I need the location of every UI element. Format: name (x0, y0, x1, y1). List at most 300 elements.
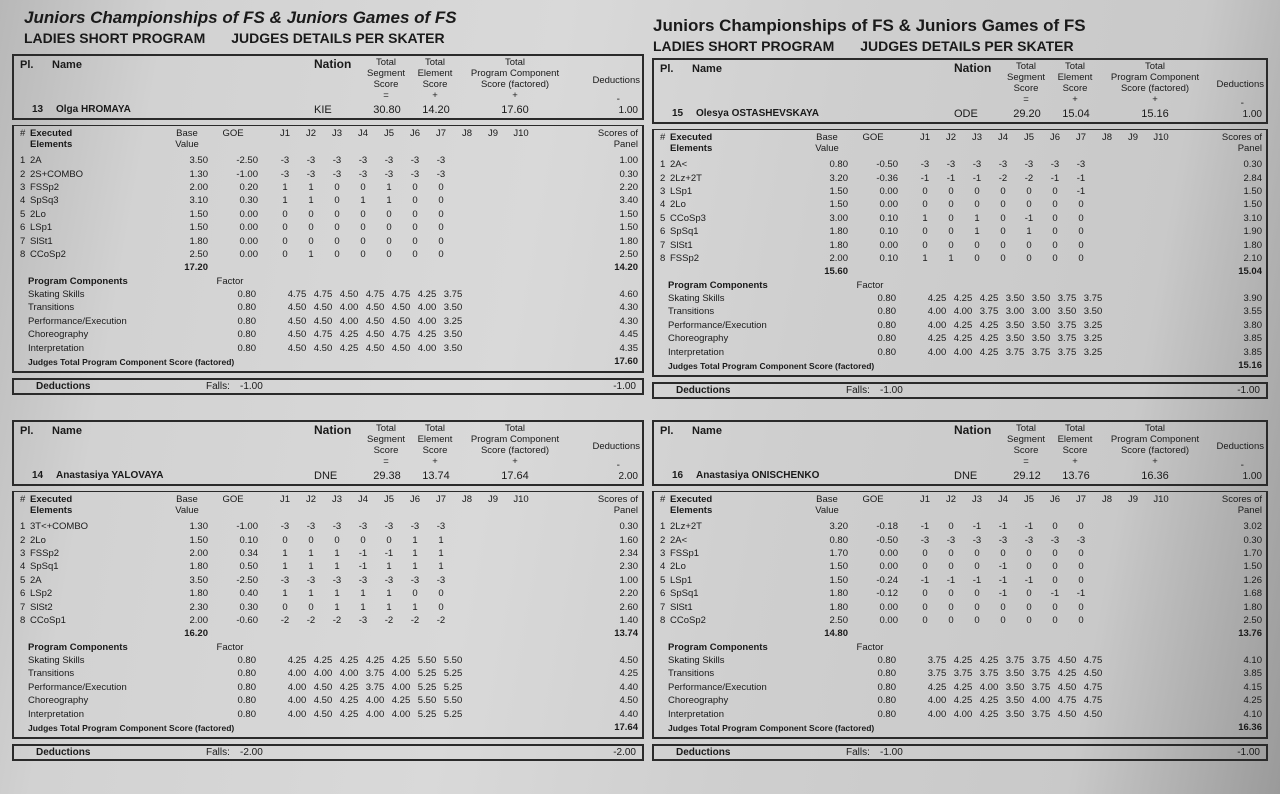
judge-component-mark: 4.25 (979, 708, 999, 720)
judge-goe: 0 (334, 248, 340, 260)
judge-goe: -3 (436, 155, 446, 167)
judge-goe: 0 (334, 208, 340, 220)
component-name: Interpretation (28, 342, 84, 354)
element-code: 2A (30, 155, 42, 167)
label-line: Score (factored) (1120, 445, 1190, 456)
element-base-value: 1.50 (189, 534, 208, 546)
skater-nation: ODE (954, 108, 978, 120)
judge-component-mark: 4.25 (339, 655, 359, 667)
component-panel-score: 4.25 (1243, 695, 1262, 707)
element-goe: 0.50 (239, 561, 258, 573)
judge-component-mark: 4.00 (391, 708, 411, 720)
skater-nation: DNE (314, 470, 338, 482)
component-row (20, 667, 638, 680)
judge-goe: -3 (920, 159, 930, 171)
element-number: 2 (660, 534, 666, 546)
label-line: Score (factored) (1120, 83, 1190, 94)
element-code: FSSp1 (670, 547, 700, 559)
component-factor: 0.80 (877, 346, 896, 358)
skater-panel (652, 58, 1268, 399)
judge-component-mark: 4.25 (287, 655, 307, 667)
judge-goe: 0 (412, 588, 418, 600)
judge-component-mark: 4.00 (287, 681, 307, 693)
component-name: Interpretation (28, 708, 84, 720)
judge-component-mark: 3.75 (365, 668, 385, 680)
elements-total-row (660, 627, 1262, 640)
scores-of-panel-header (588, 494, 638, 516)
judge-goe: 1 (308, 588, 314, 600)
deductions-total: -1.00 (613, 381, 636, 393)
component-factor: 0.80 (877, 695, 896, 707)
component-name: Performance/Execution (28, 681, 127, 693)
element-goe: 0.30 (239, 195, 258, 207)
program-components-label: Program Components (28, 275, 128, 287)
judge-header: J4 (997, 494, 1009, 505)
judge-component-mark: 4.25 (927, 333, 947, 345)
judge-component-mark: 3.75 (1083, 293, 1103, 305)
judge-header: J8 (1101, 494, 1113, 505)
element-panel-score: 3.02 (1243, 521, 1262, 533)
name-label: Name (692, 63, 722, 75)
judge-component-mark: 4.25 (979, 293, 999, 305)
component-factor: 0.80 (237, 289, 256, 301)
total-deductions: 2.00 (618, 471, 638, 482)
element-goe: 0.00 (879, 561, 898, 573)
judge-header: J6 (409, 128, 421, 139)
deductions-label: Deductions (676, 747, 731, 759)
element-number: 6 (660, 226, 666, 238)
judge-header: J5 (1023, 494, 1035, 505)
element-code: CCoSp2 (30, 248, 66, 260)
element-number: 3 (20, 181, 26, 193)
judge-component-mark: 4.00 (365, 708, 385, 720)
label-line: + (432, 456, 438, 467)
judge-goe: 0 (438, 235, 444, 247)
element-goe: -0.18 (876, 521, 898, 533)
component-row (660, 305, 1262, 318)
element-row (20, 181, 638, 194)
element-row (20, 154, 638, 167)
falls-value: -1.00 (240, 381, 263, 393)
total-program-component-score-label (1100, 61, 1210, 105)
judge-component-mark: 3.50 (1005, 681, 1025, 693)
element-row (660, 198, 1262, 211)
judge-component-mark: 4.50 (287, 302, 307, 314)
judge-goe: -3 (358, 614, 368, 626)
judge-component-mark: 4.50 (1057, 655, 1077, 667)
judges-total-pcs-value: 16.36 (1238, 722, 1262, 734)
judge-goe: 1 (308, 561, 314, 573)
skater-name: Olesya OSTASHEVSKAYA (696, 108, 820, 119)
label-line: Elements (30, 139, 73, 150)
judge-goe: 0 (1078, 601, 1084, 613)
judges-total-pcs-value: 17.64 (614, 722, 638, 734)
judge-goe: -1 (972, 574, 982, 586)
label-line: Score (373, 445, 399, 456)
label-line: Value (815, 505, 839, 516)
element-panel-score: 1.80 (1243, 239, 1262, 251)
judge-goe: 0 (1000, 252, 1006, 264)
judge-component-mark: 4.50 (1083, 668, 1103, 680)
document-header-right (653, 16, 1086, 54)
element-panel-score: 1.80 (619, 235, 638, 247)
judge-goe: 0 (1052, 212, 1058, 224)
judge-goe: 1 (308, 181, 314, 193)
judge-component-mark: 4.50 (365, 329, 385, 341)
judge-goe: 0 (1078, 199, 1084, 211)
judge-goe: 0 (438, 195, 444, 207)
judge-goe: -2 (306, 614, 316, 626)
element-code: SpSq1 (670, 588, 699, 600)
judge-goe: 0 (360, 235, 366, 247)
judge-goe: -3 (1024, 159, 1034, 171)
judge-header: J2 (305, 128, 317, 139)
judge-goe: 1 (360, 601, 366, 613)
judge-component-mark: 3.50 (1005, 668, 1025, 680)
judge-component-mark: 4.50 (339, 289, 359, 301)
element-number: 4 (660, 199, 666, 211)
total-element-score-label (412, 423, 458, 467)
falls-label: Falls: (206, 381, 230, 393)
judge-header: J8 (1101, 132, 1113, 143)
judge-goe: 0 (334, 195, 340, 207)
element-code: 2Lo (670, 199, 686, 211)
elements-header-row (660, 132, 1262, 158)
judge-goe: 1 (438, 534, 444, 546)
judge-component-mark: 3.25 (1083, 346, 1103, 358)
judge-component-mark: 5.25 (417, 681, 437, 693)
component-panel-score: 4.40 (619, 708, 638, 720)
element-row (660, 614, 1262, 627)
judge-component-mark: 4.50 (391, 315, 411, 327)
judge-goe: -1 (358, 547, 368, 559)
judge-goe: -3 (1076, 159, 1086, 171)
judge-goe: -3 (946, 534, 956, 546)
falls-value: -1.00 (880, 747, 903, 759)
judge-goe: -2 (280, 614, 290, 626)
judge-component-mark: 4.25 (953, 681, 973, 693)
judge-header: J1 (919, 132, 931, 143)
label-line: Segment (1006, 72, 1046, 83)
judge-header: J9 (1127, 132, 1139, 143)
judge-goe: -3 (280, 521, 290, 533)
judge-goe: 0 (1078, 574, 1084, 586)
label-line: Scores of (1221, 132, 1262, 143)
judge-goe: -3 (358, 574, 368, 586)
label-line: Panel (613, 139, 638, 150)
judge-goe: 0 (1078, 252, 1084, 264)
judge-component-mark: 5.50 (443, 695, 463, 707)
judge-component-mark: 5.25 (443, 668, 463, 680)
judge-goe: 0 (386, 534, 392, 546)
element-panel-score: 1.50 (1243, 561, 1262, 573)
component-name: Interpretation (668, 346, 724, 358)
element-number: 5 (20, 208, 26, 220)
judge-goe: 0 (1026, 199, 1032, 211)
judge-goe: 0 (948, 239, 954, 251)
element-base-value: 3.00 (829, 212, 848, 224)
nation-label: Nation (954, 61, 992, 75)
judge-goe: 0 (1000, 547, 1006, 559)
element-panel-score: 1.40 (619, 614, 638, 626)
label-line: Panel (613, 505, 638, 516)
judge-component-mark: 4.25 (979, 319, 999, 331)
judge-component-mark: 4.25 (979, 346, 999, 358)
component-factor: 0.80 (237, 708, 256, 720)
element-code: LSp1 (670, 574, 693, 586)
judge-goe: -3 (280, 155, 290, 167)
element-code: 2A< (670, 159, 688, 171)
element-code: SlSt1 (30, 235, 53, 247)
judge-component-mark: 4.75 (1057, 695, 1077, 707)
judge-component-mark: 3.75 (979, 668, 999, 680)
component-row (20, 341, 638, 354)
judge-goe: 0 (438, 181, 444, 193)
deductions-label: Deductions (1216, 441, 1264, 452)
number-header: # (20, 494, 26, 505)
component-row (660, 345, 1262, 358)
judge-goe: -1 (384, 547, 394, 559)
judge-goe: -3 (280, 168, 290, 180)
executed-elements-header (670, 132, 806, 154)
component-row (660, 681, 1262, 694)
scores-of-panel-header (1212, 132, 1262, 154)
judge-header: J6 (1049, 132, 1061, 143)
element-goe: 0.00 (879, 601, 898, 613)
element-panel-score: 2.60 (619, 601, 638, 613)
element-goe: 0.00 (879, 547, 898, 559)
component-factor: 0.80 (877, 668, 896, 680)
factor-label: Factor (216, 275, 244, 287)
judge-goe: 0 (412, 195, 418, 207)
label-line: Total (424, 57, 446, 68)
judge-component-mark: 3.75 (443, 289, 463, 301)
component-factor: 0.80 (237, 315, 256, 327)
judge-component-mark: 3.75 (1031, 681, 1051, 693)
element-code: 2Lo (30, 534, 46, 546)
element-base-value: 2.30 (189, 601, 208, 613)
judge-header: J8 (461, 128, 473, 139)
component-row (20, 707, 638, 720)
deductions-row (652, 382, 1268, 399)
judge-component-mark: 4.00 (927, 695, 947, 707)
element-number: 5 (660, 574, 666, 586)
label-line: Executed (670, 494, 713, 505)
judge-goe: 1 (386, 561, 392, 573)
element-goe: 0.00 (239, 235, 258, 247)
judges-total-pcs-row (660, 359, 1262, 372)
judge-goe: 0 (308, 235, 314, 247)
element-row (660, 520, 1262, 533)
element-panel-score: 1.60 (619, 534, 638, 546)
element-panel-score: 2.34 (619, 547, 638, 559)
judge-component-mark: 3.75 (927, 668, 947, 680)
judge-header: J3 (971, 494, 983, 505)
judge-goe: -1 (920, 521, 930, 533)
component-panel-score: 4.15 (1243, 681, 1262, 693)
total-segment-score-label (1000, 423, 1052, 467)
element-row (20, 248, 638, 261)
judge-goe: 0 (922, 185, 928, 197)
judge-header: J8 (461, 494, 473, 505)
judge-component-mark: 4.25 (391, 655, 411, 667)
element-panel-score: 2.30 (619, 561, 638, 573)
element-base-value: 1.50 (189, 222, 208, 234)
judge-goe: 1 (282, 181, 288, 193)
nation-label: Nation (314, 423, 352, 437)
judge-goe: 0 (974, 547, 980, 559)
judge-component-mark: 4.50 (313, 302, 333, 314)
element-goe: 0.00 (879, 199, 898, 211)
element-number: 1 (660, 159, 666, 171)
judge-goe: -2 (1024, 172, 1034, 184)
judge-goe: -1 (1024, 521, 1034, 533)
element-panel-score: 1.00 (619, 574, 638, 586)
judge-goe: -3 (1076, 534, 1086, 546)
judge-goe: 0 (1026, 601, 1032, 613)
element-goe: 0.00 (879, 185, 898, 197)
judge-goe: 0 (1026, 239, 1032, 251)
component-panel-score: 4.45 (619, 329, 638, 341)
label-line: = (383, 456, 389, 467)
label-line: + (1072, 94, 1078, 105)
element-panel-score: 2.10 (1243, 252, 1262, 264)
skater-panel (12, 54, 644, 395)
total-deductions: 1.00 (1242, 471, 1262, 482)
judge-goe: 1 (282, 588, 288, 600)
judge-goe: -3 (1024, 534, 1034, 546)
judge-goe: -2 (332, 614, 342, 626)
place-label: Pl. (660, 425, 674, 437)
skater-header (652, 58, 1268, 124)
total-segment-score: 29.38 (373, 470, 401, 482)
judge-header: J1 (279, 494, 291, 505)
label-line: Score (1013, 83, 1039, 94)
element-base-value: 1.80 (829, 601, 848, 613)
judge-component-mark: 4.50 (287, 315, 307, 327)
label-line: Base (176, 128, 198, 139)
judge-component-mark: 4.00 (339, 668, 359, 680)
label-line: Total (1015, 423, 1037, 434)
judge-goe: -1 (1076, 588, 1086, 600)
judge-goe: 0 (974, 239, 980, 251)
element-row (660, 225, 1262, 238)
judge-goe: 0 (1052, 547, 1058, 559)
document-subtitle (24, 30, 457, 46)
judge-goe: 1 (438, 547, 444, 559)
judge-goe: 0 (1000, 239, 1006, 251)
component-panel-score: 4.10 (1243, 708, 1262, 720)
judge-component-mark: 4.25 (979, 655, 999, 667)
element-row (20, 560, 638, 573)
judge-component-mark: 4.50 (365, 302, 385, 314)
judge-goe: -1 (998, 574, 1008, 586)
label-line: = (1023, 94, 1029, 105)
component-row (660, 319, 1262, 332)
deductions-label: Deductions (676, 385, 731, 397)
label-line: Segment (1006, 434, 1046, 445)
judge-component-mark: 4.00 (927, 708, 947, 720)
judge-goe: 0 (948, 226, 954, 238)
judge-component-mark: 3.00 (1031, 306, 1051, 318)
component-panel-score: 3.55 (1243, 306, 1262, 318)
judge-component-mark: 4.25 (313, 655, 333, 667)
element-number: 7 (660, 239, 666, 251)
judge-component-mark: 4.00 (953, 346, 973, 358)
label-line: Executed (670, 132, 713, 143)
label-line: Value (175, 139, 199, 150)
judge-goe: 1 (282, 561, 288, 573)
judge-header: J4 (997, 132, 1009, 143)
element-goe: 0.10 (239, 534, 258, 546)
component-name: Performance/Execution (28, 315, 127, 327)
element-number: 1 (660, 521, 666, 533)
component-name: Choreography (28, 695, 89, 707)
judge-goe: -1 (1024, 212, 1034, 224)
judge-goe: -3 (358, 521, 368, 533)
judge-goe: 1 (334, 561, 340, 573)
judge-component-mark: 4.75 (391, 289, 411, 301)
skater-panel (12, 420, 644, 761)
label-line: Value (175, 505, 199, 516)
judge-component-mark: 4.00 (339, 315, 359, 327)
label-line: Scores of (597, 128, 638, 139)
judge-component-mark: 4.25 (339, 681, 359, 693)
judge-header: J2 (945, 494, 957, 505)
element-base-value: 1.80 (829, 226, 848, 238)
component-factor: 0.80 (877, 306, 896, 318)
judge-component-mark: 4.00 (953, 708, 973, 720)
element-base-value: 1.80 (829, 239, 848, 251)
element-goe: 0.10 (879, 226, 898, 238)
component-name: Skating Skills (28, 655, 85, 667)
judge-component-mark: 3.25 (443, 315, 463, 327)
judge-header: J5 (1023, 132, 1035, 143)
total-segment-score-label (1000, 61, 1052, 105)
judge-component-mark: 4.00 (953, 306, 973, 318)
judge-component-mark: 3.75 (365, 681, 385, 693)
judge-goe: 0 (948, 561, 954, 573)
judge-goe: 0 (1026, 547, 1032, 559)
label-line: Scores of (597, 494, 638, 505)
number-header: # (20, 128, 26, 139)
element-number: 2 (20, 168, 26, 180)
judge-goe: -3 (436, 168, 446, 180)
label-line: Segment (366, 68, 406, 79)
label-line: Program Component (470, 68, 560, 79)
document-subtitle (653, 38, 1086, 54)
nation-label: Nation (954, 423, 992, 437)
element-row (20, 600, 638, 613)
program-components-header (660, 641, 1262, 654)
deductions-label: Deductions (592, 441, 640, 452)
judge-goe: -1 (1076, 185, 1086, 197)
element-code: LSp1 (30, 222, 53, 234)
component-factor: 0.80 (877, 293, 896, 305)
judge-component-mark: 5.50 (417, 655, 437, 667)
judge-component-mark: 4.25 (927, 681, 947, 693)
element-goe: 0.00 (239, 248, 258, 260)
judge-header: J5 (383, 494, 395, 505)
total-element-score: 14.20 (422, 104, 450, 116)
element-goe: 0.20 (239, 181, 258, 193)
scores-table (652, 491, 1268, 739)
label-line: Executed (30, 128, 73, 139)
judge-goe: 0 (1026, 252, 1032, 264)
judge-component-mark: 4.50 (313, 695, 333, 707)
component-factor: 0.80 (237, 695, 256, 707)
judge-goe: 0 (1026, 185, 1032, 197)
